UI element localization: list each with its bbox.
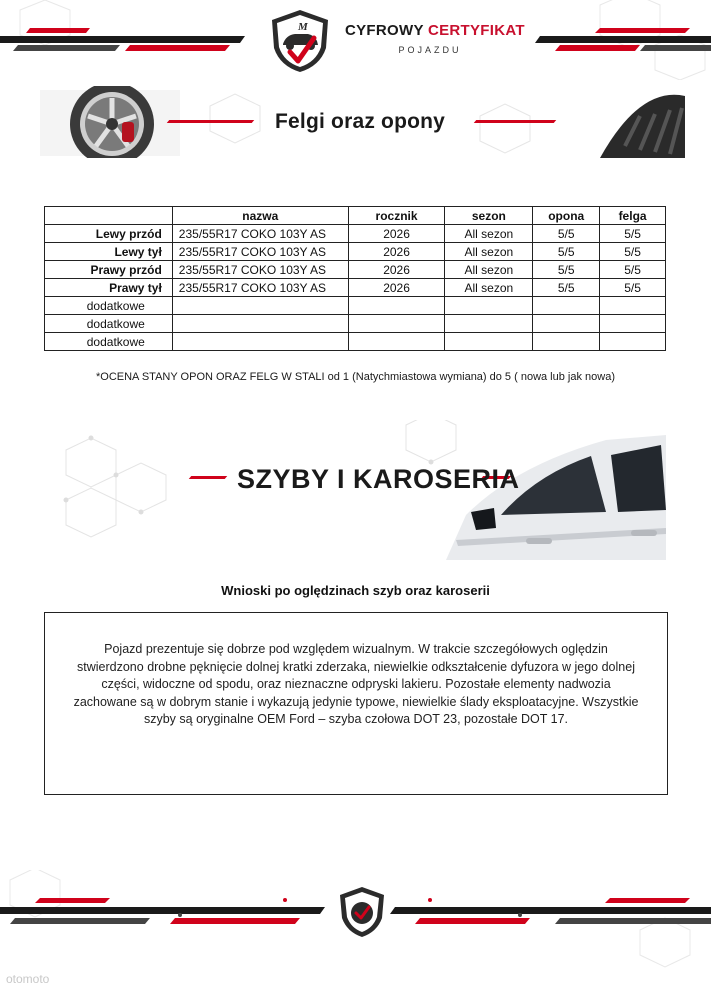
table-row (45, 279, 666, 297)
table-header-tyre: opona (533, 207, 600, 225)
cell-name: 235/55R17 COKO 103Y AS (172, 225, 348, 243)
cell-year: 2026 (348, 261, 445, 279)
cell-year: 2026 (348, 243, 445, 261)
conclusions-box (44, 612, 668, 795)
cell-season (445, 333, 533, 351)
cell-tyre: 5/5 (533, 279, 600, 297)
cell-season (445, 315, 533, 333)
cell-year: 2026 (348, 225, 445, 243)
header (0, 0, 711, 80)
cell-year (348, 297, 445, 315)
cell-season: All sezon (445, 225, 533, 243)
table-header-position (45, 207, 173, 225)
cell-season: All sezon (445, 261, 533, 279)
logo-shield-icon (268, 8, 332, 74)
cell-tyre: 5/5 (533, 261, 600, 279)
brand-subtitle: POJAZDU (398, 45, 462, 55)
cell-year (348, 333, 445, 351)
table-row (45, 261, 666, 279)
tyres-table (44, 206, 666, 351)
table-header-name: nazwa (172, 207, 348, 225)
table-header-rim: felga (600, 207, 666, 225)
cell-rim (600, 297, 666, 315)
conclusions-title: Wnioski po oględzinach szyb oraz karoserii (221, 583, 490, 598)
cell-tyre (533, 333, 600, 351)
rim-image (40, 86, 180, 158)
cell-position: Lewy tył (45, 243, 173, 261)
cell-position: dodatkowe (45, 315, 173, 333)
banner1-right-accent (474, 120, 557, 123)
cell-name (172, 315, 348, 333)
brand-title (345, 22, 525, 39)
cell-name: 235/55R17 COKO 103Y AS (172, 261, 348, 279)
table-row (45, 225, 666, 243)
cell-season: All sezon (445, 243, 533, 261)
cell-rim: 5/5 (600, 225, 666, 243)
section-title-wheels: Felgi oraz opony (275, 110, 446, 133)
brand-title-part2: CERTYFIKAT (427, 22, 525, 39)
cell-rim (600, 333, 666, 351)
footer (0, 870, 711, 1000)
table-row (45, 297, 666, 315)
cell-position: dodatkowe (45, 297, 173, 315)
logo-letter: M (298, 21, 308, 33)
footer-shield-icon (340, 887, 384, 937)
brand-title-part1: CYFROWY (345, 22, 424, 39)
cell-position: Lewy przód (45, 225, 173, 243)
cell-rim (600, 315, 666, 333)
cell-year (348, 315, 445, 333)
banner2-left-accent (189, 476, 228, 479)
cell-name: 235/55R17 COKO 103Y AS (172, 243, 348, 261)
cell-position: Prawy tył (45, 279, 173, 297)
cell-name (172, 297, 348, 315)
brand-name (345, 22, 525, 55)
cell-season (445, 297, 533, 315)
cell-season: All sezon (445, 279, 533, 297)
cell-name (172, 333, 348, 351)
cell-tyre: 5/5 (533, 225, 600, 243)
table-header-year: rocznik (348, 207, 445, 225)
table-row (45, 333, 666, 351)
table-row (45, 243, 666, 261)
cell-rim: 5/5 (600, 279, 666, 297)
cell-position: dodatkowe (45, 333, 173, 351)
table-header-season: sezon (445, 207, 533, 225)
cell-name: 235/55R17 COKO 103Y AS (172, 279, 348, 297)
cell-position: Prawy przód (45, 261, 173, 279)
tyre-image (600, 95, 685, 158)
table-row (45, 315, 666, 333)
cell-rim: 5/5 (600, 261, 666, 279)
cell-year: 2026 (348, 279, 445, 297)
rating-note: *OCENA STANY OPON ORAZ FELG W STALI od 1 (Natychmiastowa wymiana) do 5 ( nowa lub jak nowa) (95, 371, 615, 383)
section-title-body: SZYBY I KAROSERIA (237, 464, 520, 494)
cell-tyre: 5/5 (533, 243, 600, 261)
banner1-left-accent (167, 120, 255, 123)
cell-tyre (533, 297, 600, 315)
conclusions-text: Pojazd prezentuje się dobrze pod względem wizualnym. W trakcie szczegółowych oględzin stwierdzono drobne pęknięcie dolnej kratki zderzaka, niewielkie odkształcenie dyfuzora w jego dolnej części, widoczne od spodu, oraz nieznaczne odpryski lakieru. Pozostałe elementy nadwozia zachowane są w dobrym stanie i wykazują jedynie typowe, niewielkie ślady eksploatacyjne. Wszystkie szyby są oryginalne OEM Ford – szyba czołowa DOT 23, pozostałe DOT 17. (73, 642, 639, 726)
cell-rim: 5/5 (600, 243, 666, 261)
watermark: otomoto (6, 972, 50, 986)
cell-tyre (533, 315, 600, 333)
table-header-row (45, 207, 666, 225)
